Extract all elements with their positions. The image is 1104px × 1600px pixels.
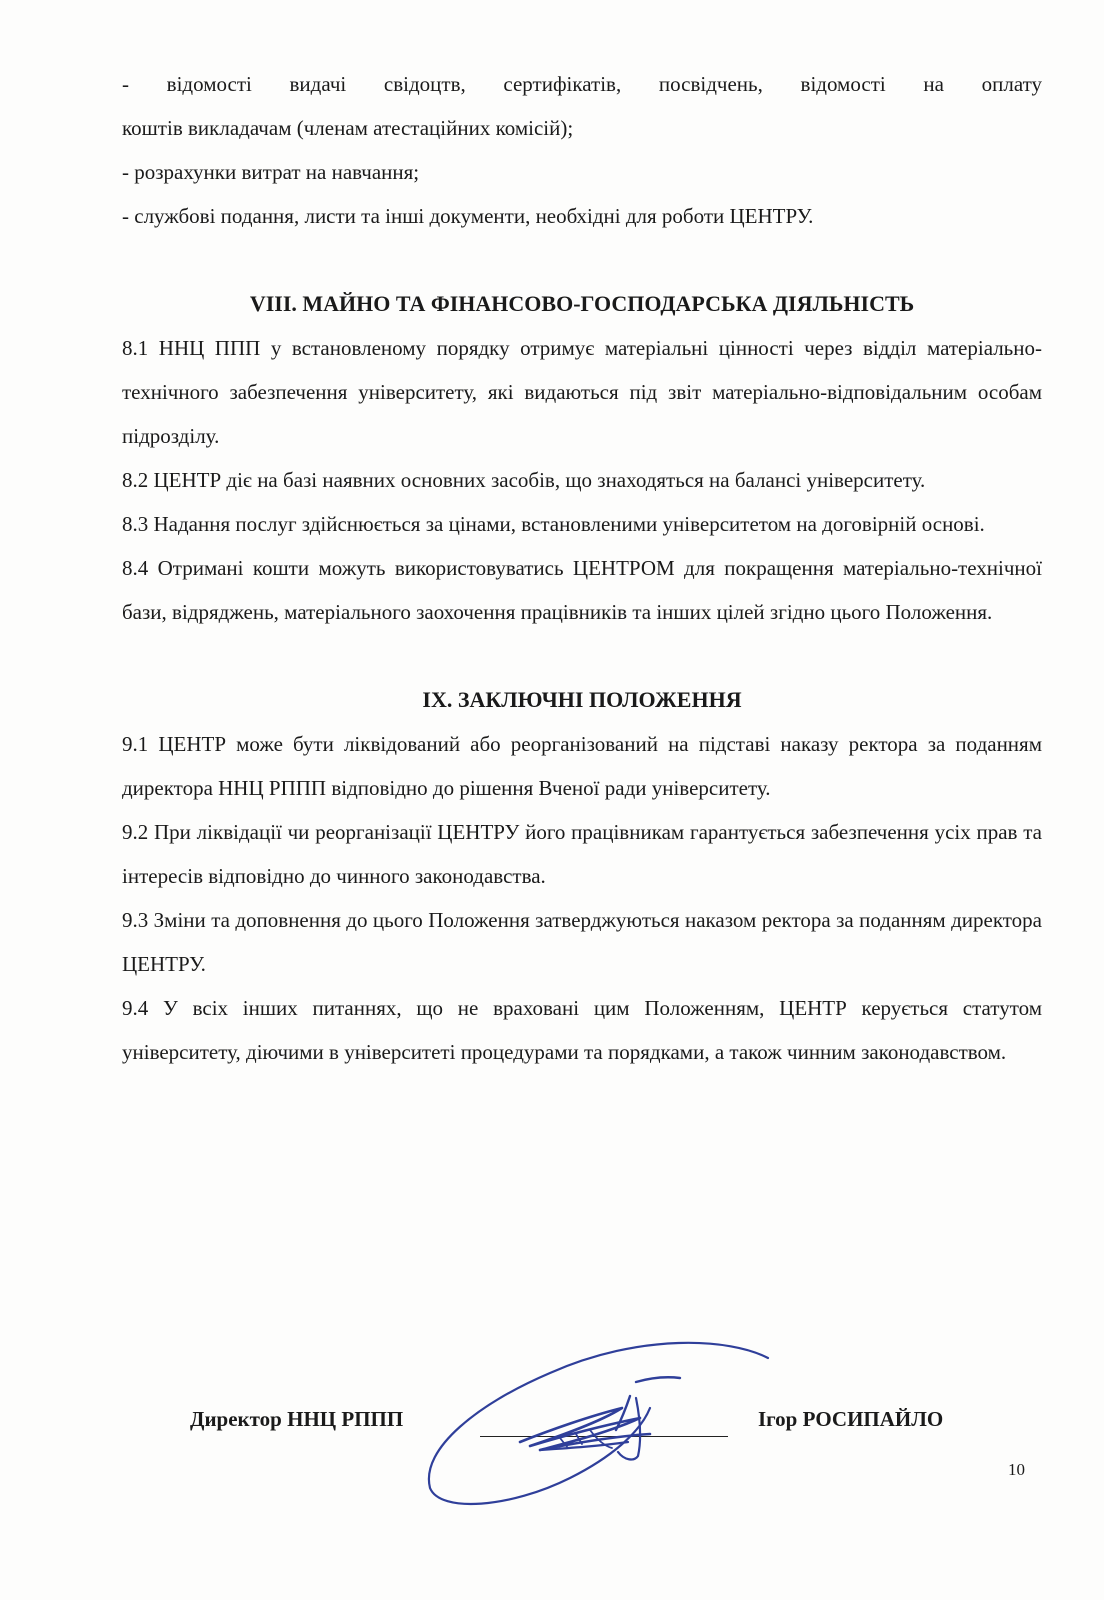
spacer <box>122 634 1042 678</box>
spacer <box>122 238 1042 282</box>
section-9-heading: IX. ЗАКЛЮЧНІ ПОЛОЖЕННЯ <box>422 687 742 712</box>
list-line-3: - розрахунки витрат на навчання; <box>122 160 420 184</box>
list-line-4: - службові подання, листи та інші документи, необхідні для роботи ЦЕНТРУ. <box>122 204 814 228</box>
signature-strokes <box>429 1343 768 1504</box>
list-line-2: коштів викладачам (членам атестаційних комісій); <box>122 116 574 140</box>
page-number: 10 <box>1008 1460 1025 1479</box>
section-8-heading: VIII. МАЙНО ТА ФІНАНСОВО-ГОСПОДАРСЬКА ДІЯЛЬНІСТЬ <box>249 291 915 316</box>
signatory-name: Ігор РОСИПАЙЛО <box>758 1407 944 1431</box>
paragraph-8-3: 8.3 Надання послуг здійснюється за цінами, встановленими університетом на договірній основі. <box>122 512 985 536</box>
paragraph-9-2: 9.2 При ліквідації чи реорганізації ЦЕНТРУ його працівникам гарантується забезпечення усіх прав та інтересів відповідно до чинного законодавства. <box>122 820 1042 888</box>
paragraph-9-4: 9.4 У всіх інших питаннях, що не враховані цим Положенням, ЦЕНТР керується статутом університету, діючими в університеті процедурами та порядками, а також чинним законодавством. <box>122 996 1042 1064</box>
paragraph-9-1: 9.1 ЦЕНТР може бути ліквідований або реорганізований на підставі наказу ректора за поданням директора ННЦ РППП відповідно до рішення Вченої ради університету. <box>122 732 1042 800</box>
paragraph-8-1: 8.1 ННЦ ППП у встановленому порядку отримує матеріальні цінності через відділ матеріально-технічного забезпечення університету, які видаються під звіт матеріально-відповідальним особам підрозділу. <box>122 336 1042 448</box>
handwritten-signature-icon <box>400 1338 800 1518</box>
document-body <box>122 62 1042 1074</box>
paragraph-9-3: 9.3 Зміни та доповнення до цього Положення затверджуються наказом ректора за поданням директора ЦЕНТРУ. <box>122 908 1042 976</box>
signatory-role: Директор ННЦ РППП <box>190 1407 404 1431</box>
paragraph-8-2: 8.2 ЦЕНТР діє на базі наявних основних засобів, що знаходяться на балансі університету. <box>122 468 926 492</box>
list-line-1: - відомості видачі свідоцтв, сертифікатів, посвідчень, відомості на оплату <box>122 72 1042 96</box>
paragraph-8-4: 8.4 Отримані кошти можуть використовуватись ЦЕНТРОМ для покращення матеріально-технічної бази, відряджень, матеріального заохочення працівників та інших цілей згідно цього Положення. <box>122 556 1042 624</box>
